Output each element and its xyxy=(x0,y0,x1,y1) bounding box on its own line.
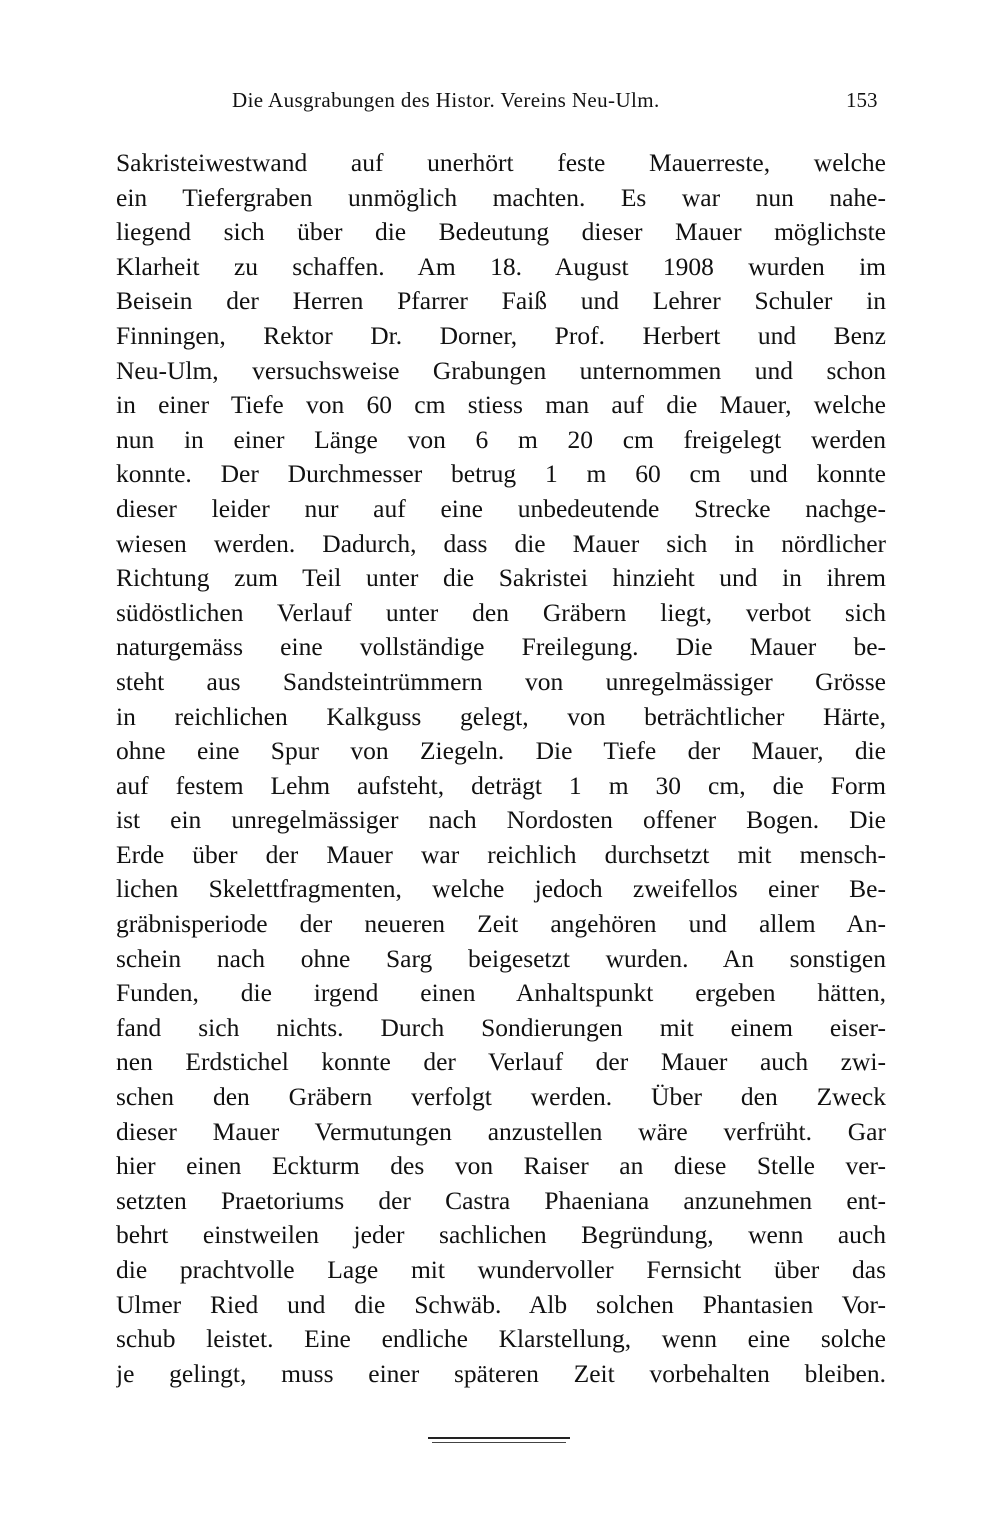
text-line: Erde über der Mauer war reichlich durchsetzt mit mensch- xyxy=(116,839,886,869)
text-line: die prachtvolle Lage mit wundervoller Fernsicht über das xyxy=(116,1255,886,1284)
text-line: konnte. Der Durchmesser betrug 1 m 60 cm und konnte xyxy=(116,459,886,489)
text-line: Richtung zum Teil unter die Sakristei hinzieht und in ihrem xyxy=(116,563,886,593)
page-number: 153 xyxy=(846,88,878,112)
text-line: naturgemäss eine vollständige Freilegung. Die Mauer be- xyxy=(116,632,886,662)
text-line: Klarheit zu schaffen. Am 18. August 1908 wurden im xyxy=(116,251,886,281)
text-line: behrt einstweilen jeder sachlichen Begründung, wenn auch xyxy=(116,1220,886,1250)
text-line: Ulmer Ried und die Schwäb. Alb solchen Phantasien Vor- xyxy=(116,1289,886,1319)
text-line: nen Erdstichel konnte der Verlauf der Mauer auch zwi- xyxy=(116,1047,886,1077)
text-line: nun in einer Länge von 6 m 20 cm freigelegt werden xyxy=(116,424,886,454)
text-line: Neu-Ulm, versuchsweise Grabungen unternommen und schon xyxy=(116,355,886,385)
text-line: südöstlichen Verlauf unter den Gräbern liegt, verbot sich xyxy=(116,597,886,627)
end-rule-divider xyxy=(428,1437,570,1445)
body-paragraph xyxy=(116,146,886,1391)
divider-line-lower xyxy=(432,1442,566,1443)
divider-line-upper xyxy=(428,1437,570,1439)
text-line: in einer Tiefe von 60 cm stiess man auf die Mauer, welche xyxy=(116,390,886,420)
text-line: ohne eine Spur von Ziegeln. Die Tiefe der Mauer, die xyxy=(116,736,886,766)
text-line: auf festem Lehm aufsteht, deträgt 1 m 30 cm, die Form xyxy=(116,770,886,800)
text-line: dieser leider nur auf eine unbedeutende Strecke nachge- xyxy=(116,493,886,523)
text-line: steht aus Sandsteintrümmern von unregelmässiger Grösse xyxy=(116,666,886,696)
text-line: ist ein unregelmässiger nach Nordosten offener Bogen. Die xyxy=(116,805,886,835)
text-line: Sakristeiwestwand auf unerhört feste Mauerreste, welche xyxy=(116,148,886,177)
text-line: schen den Gräbern verfolgt werden. Über den Zweck xyxy=(116,1082,886,1112)
text-line: Beisein der Herren Pfarrer Faiß und Lehrer Schuler in xyxy=(116,286,886,316)
text-line: setzten Praetoriums der Castra Phaeniana anzunehmen ent- xyxy=(116,1185,886,1215)
text-line: schub leistet. Eine endliche Klarstellung, wenn eine solche xyxy=(116,1324,886,1354)
text-line: je gelingt, muss einer späteren Zeit vorbehalten bleiben. xyxy=(116,1358,886,1388)
text-line: fand sich nichts. Durch Sondierungen mit einem eiser- xyxy=(116,1012,886,1042)
text-line: Funden, die irgend einen Anhaltspunkt ergeben hätten, xyxy=(116,978,886,1008)
text-line: Finningen, Rektor Dr. Dorner, Prof. Herbert und Benz xyxy=(116,320,886,350)
text-line: gräbnisperiode der neueren Zeit angehören und allem An- xyxy=(116,909,886,939)
text-line: in reichlichen Kalkguss gelegt, von beträchtlicher Härte, xyxy=(116,701,886,731)
text-line: dieser Mauer Vermutungen anzustellen wäre verfrüht. Gar xyxy=(116,1116,886,1146)
text-line: wiesen werden. Dadurch, dass die Mauer sich in nördlicher xyxy=(116,528,886,558)
running-header-title: Die Ausgrabungen des Histor. Vereins Neu-Ulm. xyxy=(232,88,660,112)
text-line: ein Tiefergraben unmöglich machten. Es war nun nahe- xyxy=(116,182,886,212)
text-line: liegend sich über die Bedeutung dieser Mauer möglichste xyxy=(116,217,886,247)
text-line: schein nach ohne Sarg beigesetzt wurden. An sonstigen xyxy=(116,943,886,973)
text-line: lichen Skelettfragmenten, welche jedoch zweifellos einer Be- xyxy=(116,874,886,904)
text-line: hier einen Eckturm des von Raiser an diese Stelle ver- xyxy=(116,1151,886,1181)
